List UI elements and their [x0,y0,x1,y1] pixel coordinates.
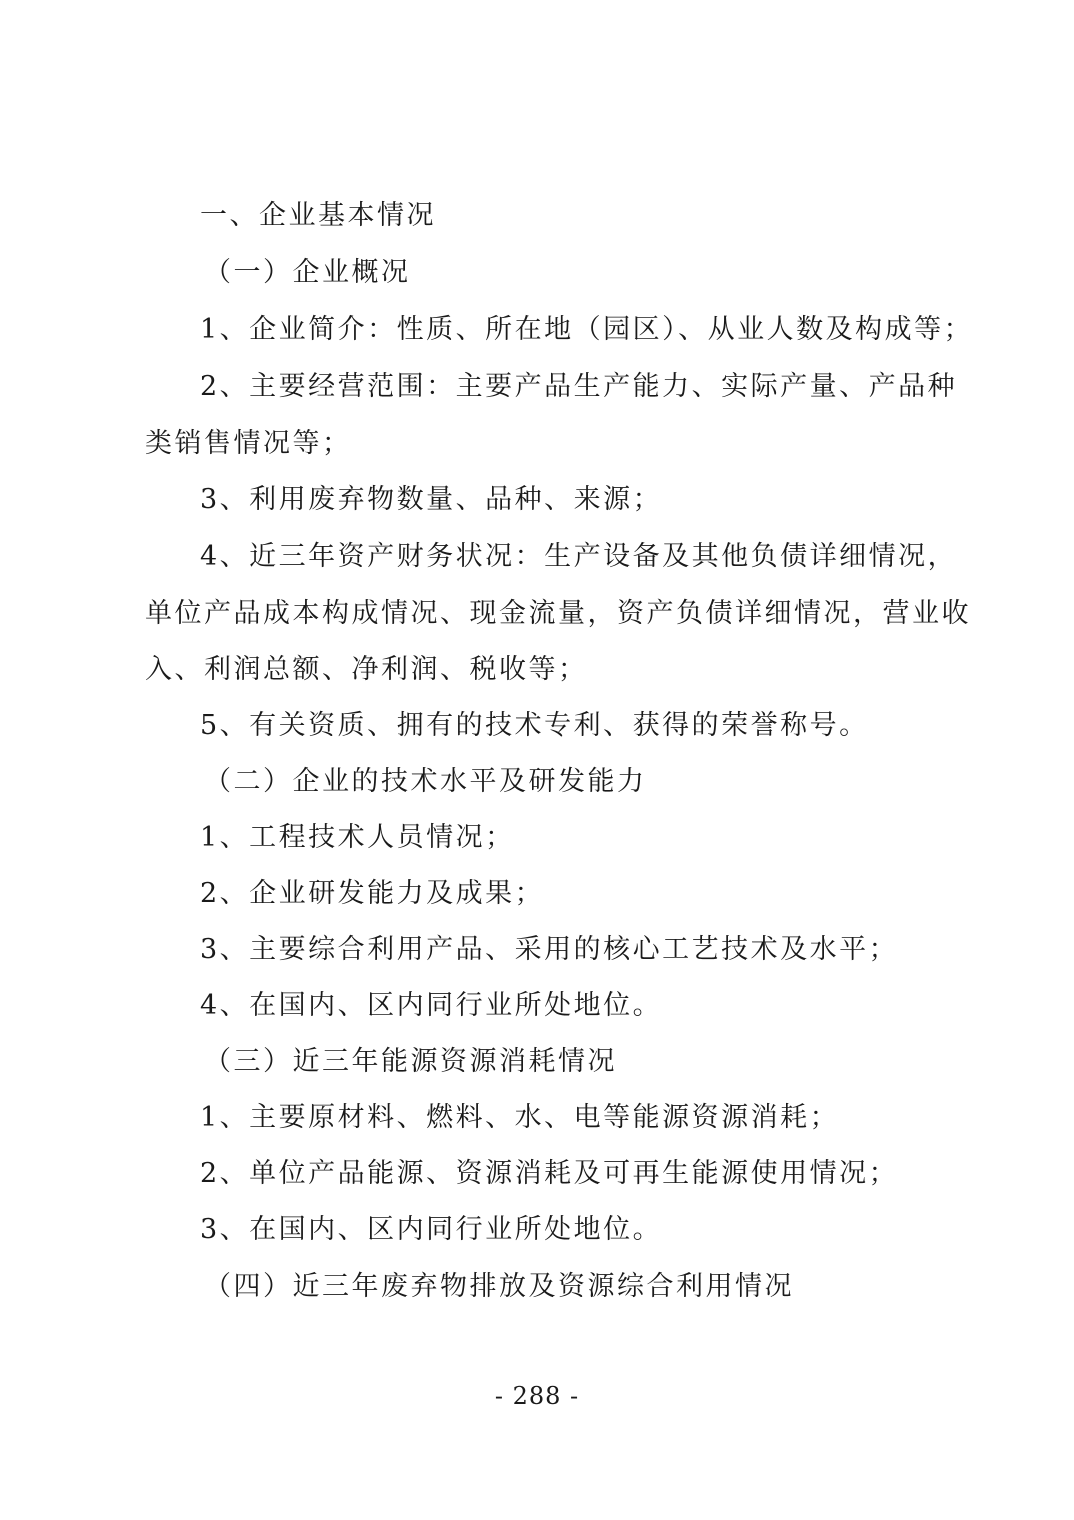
section-heading: 一、企业基本情况 [200,200,436,231]
list-item: 1、企业简介：性质、所在地（园区）、从业人数及构成等； [200,314,974,345]
list-item: 4、近三年资产财务状况：生产设备及其他负债详细情况， [200,541,958,572]
list-item: 5、有关资质、拥有的技术专利、获得的荣誉称号。 [200,710,869,741]
list-item-continuation: 单位产品成本构成情况、现金流量，资产负债详细情况，营业收 [145,598,971,629]
list-item-continuation: 类销售情况等； [145,428,352,459]
list-item: 4、在国内、区内同行业所处地位。 [200,990,663,1021]
list-item: 1、主要原材料、燃料、水、电等能源资源消耗； [200,1102,840,1133]
subsection-heading: （二）企业的技术水平及研发能力 [204,766,647,797]
list-item: 1、工程技术人员情况； [200,822,515,853]
list-item-continuation: 入、利润总额、净利润、税收等； [145,654,588,685]
subsection-heading: （四）近三年废弃物排放及资源综合利用情况 [204,1271,794,1302]
subsection-heading: （一）企业概况 [204,257,411,288]
list-item: 3、主要综合利用产品、采用的核心工艺技术及水平； [200,934,899,965]
subsection-heading: （三）近三年能源资源消耗情况 [204,1046,617,1077]
list-item: 3、利用废弃物数量、品种、来源； [200,484,663,515]
page-number: - 288 - [494,1382,580,1410]
list-item: 2、主要经营范围：主要产品生产能力、实际产量、产品种 [200,371,958,402]
list-item: 2、单位产品能源、资源消耗及可再生能源使用情况； [200,1158,899,1189]
list-item: 3、在国内、区内同行业所处地位。 [200,1214,663,1245]
list-item: 2、企业研发能力及成果； [200,878,545,909]
